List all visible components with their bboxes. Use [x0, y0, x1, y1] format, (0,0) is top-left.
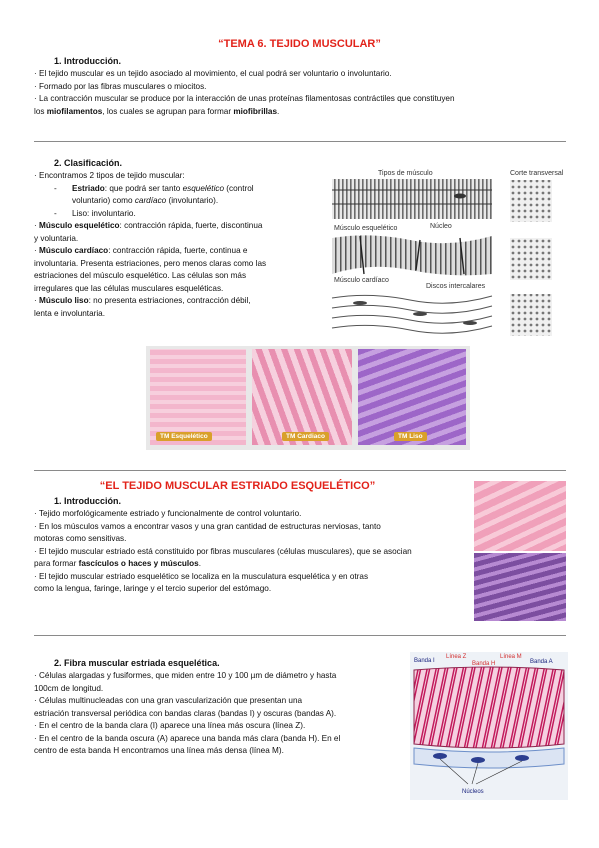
estr-line-3: · El tejido muscular estriado está constituido por fibras musculares (células musculares), que se asocian para formar fascículos o haces y músculos.: [34, 546, 412, 568]
skeletal-muscle-drawing: [332, 179, 492, 219]
fig-esq-label: Músculo esquelético: [334, 225, 398, 232]
section-title-estriado: “EL TEJIDO MUSCULAR ESTRIADO ESQUELÉTICO”: [99, 480, 376, 492]
fibra-line-2: · Células multinucleadas con una gran vascularización que presentan una estriación transversal periódica con bandas claras (bandas I) y oscuras (bandas A).: [34, 696, 337, 718]
intro-line-4: los miofilamentos, los cuales se agrupan para formar miofibrillas.: [34, 106, 280, 116]
estr-line-4: · El tejido muscular estriado esquelético se localiza en la musculatura esquelética y en otras como la lengua, faringe, laringe y el tercio superior del estómago.: [34, 571, 369, 593]
estr-line-1: · Tejido morfológicamente estriado y funcionalmente de control voluntario.: [34, 509, 302, 518]
fig-tipos-label: Tipos de músculo: [378, 170, 433, 177]
histology-cardiac-image: [252, 349, 352, 445]
page-title: “TEMA 6. TEJIDO MUSCULAR”: [218, 38, 381, 50]
divider: [34, 470, 566, 471]
fig-disco-label: Discos intercalares: [426, 283, 486, 290]
skeletal-cross-section: [510, 180, 552, 222]
item-estriado: - Estriado: que podrá ser tanto esquelético (control voluntario) como cardíaco (involuntario).: [54, 183, 254, 205]
fibra-text: [34, 670, 404, 758]
clasificacion-text: [34, 170, 324, 320]
heading-clasificacion: 2. Clasificación.: [54, 158, 123, 168]
heading-introduccion-2: 1. Introducción.: [54, 496, 122, 506]
tm-cardiaco-label: TM Cardiaco: [282, 432, 329, 441]
musculo-esqueletico-desc: · Músculo esquelético: contracción rápida, fuerte, discontinua y voluntaria.: [34, 221, 263, 243]
item-liso: - Liso: involuntario.: [54, 208, 136, 218]
muscle-types-figure: [330, 166, 570, 346]
cardiac-muscle-drawing: [332, 235, 492, 275]
nucleus: [515, 755, 529, 761]
fig-corte-label: Corte transversal: [510, 170, 564, 177]
cardiac-cross-section: [510, 238, 552, 280]
label-linea-z: Línea Z: [446, 654, 467, 660]
fig-nucleo-label: Núcleo: [430, 223, 452, 230]
heading-introduccion: 1. Introducción.: [54, 56, 122, 66]
intro-line-3: · La contracción muscular se produce por la interacción de unas proteínas filamentosas contráctiles que constituyen: [34, 94, 455, 103]
estriado-intro-text: [34, 508, 468, 596]
nucleus: [471, 757, 485, 763]
fiber-bands: [414, 667, 564, 748]
musculo-liso-desc: · Músculo liso: no presenta estriaciones, contracción débil, lenta e involuntaria.: [34, 296, 251, 318]
fibra-line-3: · En el centro de la banda clara (I) aparece una línea más oscura (línea Z).: [34, 721, 306, 730]
smooth-cross-section: [510, 294, 552, 336]
tm-esqueletico-label: TM Esquelético: [156, 432, 212, 441]
label-nucleos: Núcleos: [462, 789, 484, 795]
clasif-line-1: · Encontramos 2 tipos de tejido muscular:: [34, 171, 185, 180]
tm-liso-label: TM Liso: [394, 432, 427, 441]
intro-line-1: · El tejido muscular es un tejido asociado al movimiento, el cual podrá ser voluntario o involuntario.: [34, 69, 392, 78]
musculo-cardiaco-desc: · Músculo cardíaco: contracción rápida, fuerte, continua e involuntaria. Presenta estriaciones, pero menos claras como las estriaciones del músculo esquelético. Las células son más irregulares que las células musculares esqueléticas.: [34, 246, 267, 293]
smooth-muscle-drawing: [332, 295, 492, 333]
histology-strip: [146, 346, 470, 450]
label-linea-m: Línea M: [500, 654, 522, 660]
label-banda-h: Banda H: [472, 661, 496, 667]
divider: [34, 141, 566, 142]
heading-fibra-muscular: 2. Fibra muscular estriada esquelética.: [54, 658, 220, 668]
histology-skeletal-image: [150, 349, 246, 445]
intro-paragraph: [34, 68, 574, 118]
histology-smooth-image: [358, 349, 466, 445]
fig-card-label: Músculo cardíaco: [334, 277, 389, 284]
label-banda-a: Banda A: [530, 659, 553, 665]
striated-purple-image: [474, 553, 566, 621]
estr-line-2: · En los músculos vamos a encontrar vasos y una gran cantidad de estructuras nerviosas, tanto motoras como sensitivas.: [34, 521, 381, 543]
divider: [34, 635, 566, 636]
intro-line-2: · Formado por las fibras musculares o miocitos.: [34, 81, 207, 91]
label-banda-i: Banda I: [414, 658, 435, 664]
fiber-diagram: [410, 652, 568, 800]
fibra-line-1: · Células alargadas y fusiformes, que miden entre 10 y 100 µm de diámetro y hasta 100cm de longitud.: [34, 671, 337, 693]
fibra-line-4: · En el centro de la banda oscura (A) aparece una banda más clara (banda H). En el centro de esta banda H encontramos una línea más densa (línea M).: [34, 733, 341, 755]
nucleus: [433, 753, 447, 759]
